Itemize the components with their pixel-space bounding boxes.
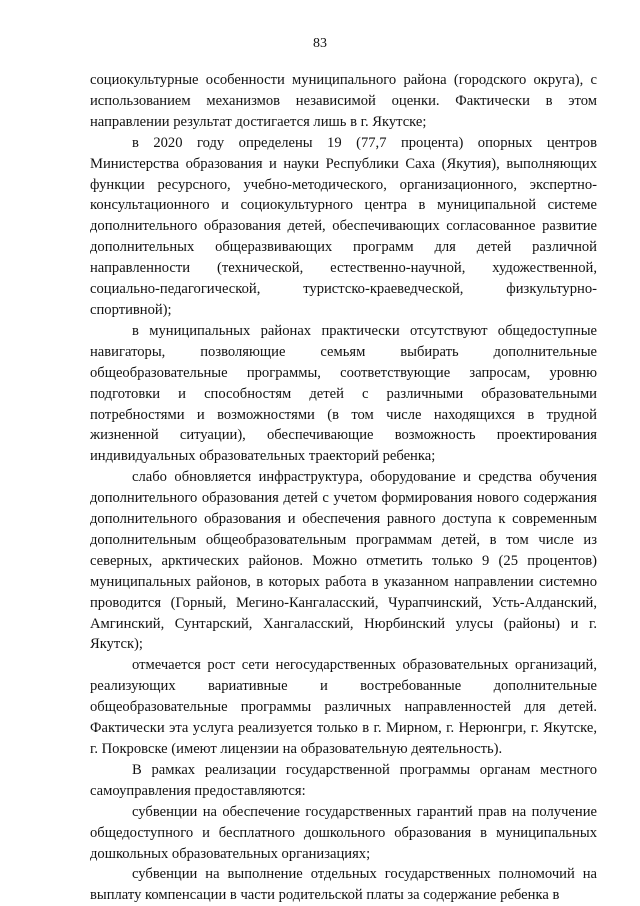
paragraph-8: субвенции на выполнение отдельных государственных полномочий на выплату компенсации в части родительской платы за содержание ребенка в (90, 866, 597, 904)
paragraph-5: отмечается рост сети негосударственных образовательных организаций, реализующих вариативные и востребованные дополнительные общеобразовательные программы различных направленностей для детей. Фактически эта услуга реализуется только в г. Мирном, г. Нерюнгри, г. Якутске, г. Покровске (имеют лицензии на образовательную деятельность). (90, 657, 597, 757)
paragraph-1: социокультурные особенности муниципального района (городского округа), с использованием механизмов независимой оценки. Фактически в этом направлении результат достигается лишь в г. Якутске; (90, 72, 597, 130)
body-text (90, 70, 597, 906)
paragraph-4: слабо обновляется инфраструктура, оборудование и средства обучения дополнительного образования детей с учетом формирования нового содержания дополнительного образования и обеспечения равного доступа к современным дополнительным общеобразовательным программам детей, в том числе из северных, арктических районов. Можно отметить только 9 (25 процентов) муниципальных районов, в которых работа в указанном направлении системно проводится (Горный, Мегино-Кангаласский, Чурапчинский, Усть-Алданский, Амгинский, Сунтарский, Хангаласский, Нюрбинский улусы (районы) и г. Якутск); (90, 469, 597, 653)
paragraph-3: в муниципальных районах практически отсутствуют общедоступные навигаторы, позволяющие семьям выбирать дополнительные общеобразовательные программы, соответствующие запросам, уровню подготовки и способностям детей с различными образовательными потребностями и возможностями (в том числе находящихся в трудной жизненной ситуации), обеспечивающие возможность проектирования индивидуальных образовательных траекторий ребенка; (90, 322, 597, 465)
paragraph-7: субвенции на обеспечение государственных гарантий прав на получение общедоступного и бесплатного дошкольного образования в муниципальных дошкольных образовательных организациях; (90, 803, 597, 862)
paragraph-6: В рамках реализации государственной программы органам местного самоуправления предоставляются: (90, 761, 597, 799)
paragraph-2: в 2020 году определены 19 (77,7 процента) опорных центров Министерства образования и науки Республики Саха (Якутия), выполняющих функции ресурсного, учебно-методического, организационного, экспертно-консультационного и социокультурного центра в муниципальной системе дополнительного образования детей, обеспечивающих согласованное развитие дополнительных общеразвивающих программ для детей различной направленности (технической, естественно-научной, художественной, социально-педагогической, туристско-краеведческой, физкультурно-спортивной); (90, 134, 597, 318)
page-number: 83 (313, 36, 327, 51)
